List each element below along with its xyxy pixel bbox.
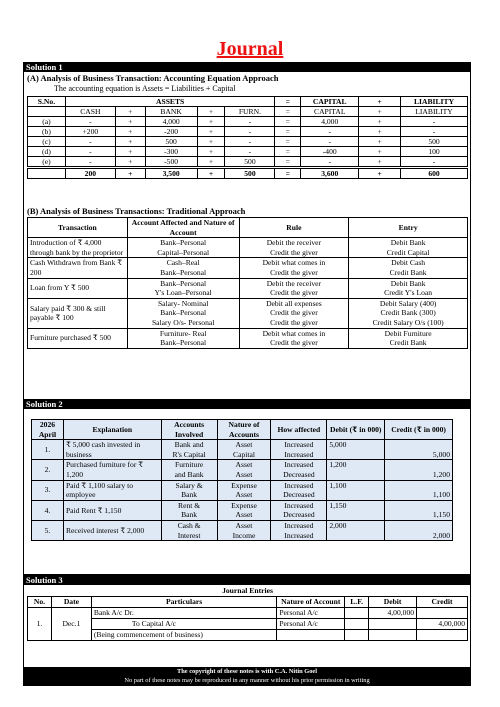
equation-cell: - [65, 137, 115, 147]
traditional-approach-table [27, 217, 468, 349]
equation-cell: + [197, 147, 225, 157]
credit-amount: 1,200 [432, 469, 450, 479]
transaction-header: Transaction [28, 218, 128, 238]
particulars-header: Particulars [91, 597, 276, 608]
solution-1-bar: Solution 1 [23, 62, 471, 72]
account-cell [127, 328, 239, 348]
equals-header: = [275, 97, 301, 107]
rule-cell-line: Credit the giver [270, 317, 318, 327]
entry-cell-line: Credit Bank [389, 267, 427, 277]
equation-cell: + [359, 157, 401, 168]
entry-cell-line: Debit Furniture [384, 328, 432, 338]
accounts-cell-line: Rent & [178, 500, 201, 510]
rule-cell [239, 298, 349, 328]
sno-header: S.No. [28, 97, 66, 107]
accounts-cell-line: Cash & [177, 520, 201, 530]
equation-cell: 500 [225, 157, 275, 168]
equation-cell: 4,000 [301, 117, 359, 127]
total-cell: + [197, 168, 225, 179]
accounts-cell-line: R's Capital [172, 449, 206, 459]
explanation-cell: Received interest ₹ 2,000 [63, 520, 161, 540]
account-cell-line: Y's Loan–Personal [154, 288, 212, 298]
rule-cell [239, 278, 349, 298]
accounts-cell-line: Salary & [175, 480, 203, 490]
how-affected-header: How affected [271, 420, 327, 440]
journal-line [28, 608, 468, 619]
credit-header: Credit [417, 597, 468, 608]
total-cell: + [359, 168, 401, 179]
account-cell [127, 278, 239, 298]
nature-cell-line: Expense [231, 500, 257, 510]
equation-cell: + [359, 127, 401, 137]
credit-cell [385, 460, 453, 480]
particular-debit: Bank A/c Dr. [91, 608, 276, 619]
accounts-cell-line: Bank [181, 510, 198, 520]
entry-cell [349, 238, 468, 258]
lf-header: L.F. [345, 597, 369, 608]
equation-cell: - [225, 147, 275, 157]
account-cell-line: Cash–Real [166, 258, 200, 268]
equation-cell: - [65, 147, 115, 157]
account-cell-line: Bank–Personal [160, 278, 207, 288]
no-header: No. [28, 597, 52, 608]
accounts-cell-line: Bank [181, 490, 198, 500]
reproduction-notice: No part of these notes may be reproduced in any manner without his prior permission in writing [124, 677, 370, 684]
credit-amount: 1,100 [432, 490, 450, 500]
equation-cell: 4,000 [145, 117, 197, 127]
nature-cell-line: Expense [231, 480, 257, 490]
nature-cell-line: Asset [235, 460, 253, 470]
accounts-cell [161, 500, 217, 520]
equation-cell: - [301, 137, 359, 147]
lf-cell [345, 619, 369, 630]
account-cell-line: Bank–Personal [160, 338, 207, 348]
rule-header: Rule [239, 218, 349, 238]
total-cell: + [115, 168, 145, 179]
debit-cell [327, 480, 385, 500]
rule-cell [239, 328, 349, 348]
debit-header: Debit (₹ in 000) [327, 420, 385, 440]
total-cell: 600 [401, 168, 468, 179]
account-cell-line: Furniture- Real [159, 328, 207, 338]
nature-cell-line: Asset [235, 440, 253, 450]
account-cell-line: Bank–Personal [160, 267, 207, 277]
equation-row [28, 117, 468, 127]
affected-cell-line: Increased [284, 449, 314, 459]
nature-cell: Personal A/c [277, 619, 345, 630]
rule-cell-line: Debit the receiver [266, 238, 322, 248]
total-cell: 500 [225, 168, 275, 179]
copyright-line: The copyright of these notes is with C.A. Nitin Goel [176, 668, 318, 675]
lf-cell [345, 608, 369, 619]
account-cell [127, 238, 239, 258]
transaction-row [28, 238, 468, 258]
traditional-header-row [28, 218, 468, 238]
equation-total-row [28, 168, 468, 179]
equation-row [28, 137, 468, 147]
equation-cell: = [275, 127, 301, 137]
transaction-analysis-table [31, 419, 453, 541]
serial-cell: 5. [32, 520, 64, 540]
journal-entries-title: Journal Entries [222, 586, 273, 595]
equation-header-row-2 [28, 107, 468, 117]
transaction-row [28, 298, 468, 328]
nature-cell-line: Income [232, 530, 256, 540]
rule-cell-line: Credit the giver [270, 267, 318, 277]
equation-cell: - [401, 127, 468, 137]
credit-cell [385, 520, 453, 540]
affected-cell-line: Decreased [283, 510, 315, 520]
affected-cell-line: Increased [284, 500, 314, 510]
analysis-row [32, 480, 453, 500]
debit-amount: 1,100 [329, 480, 347, 490]
equation-cell: + [115, 127, 145, 137]
explanation-cell: Paid Rent ₹ 1,150 [63, 500, 161, 520]
equation-cell: + [197, 157, 225, 168]
rule-cell-line: Debit what comes in [262, 258, 326, 268]
affected-cell [271, 440, 327, 460]
equation-cell: = [275, 137, 301, 147]
affected-cell-line: Increased [284, 460, 314, 470]
equation-cell: - [401, 157, 468, 168]
credit-amount [417, 630, 468, 641]
total-cell: 200 [65, 168, 115, 179]
equation-cell: 100 [401, 147, 468, 157]
debit-cell [327, 520, 385, 540]
credit-amount: 1,150 [432, 510, 450, 520]
entry-header: Entry [349, 218, 468, 238]
account-cell [127, 258, 239, 278]
nature-cell-line: Capital [233, 449, 255, 459]
equation-cell: + [115, 137, 145, 147]
equation-cell: + [197, 137, 225, 147]
equation-row [28, 147, 468, 157]
affected-cell [271, 520, 327, 540]
solution-2-frame [23, 409, 471, 575]
nature-cell [277, 630, 345, 641]
entry-cell-line: Credit Bank [389, 338, 427, 348]
equation-cell: + [115, 157, 145, 168]
accounts-cell [161, 480, 217, 500]
equation-row [28, 157, 468, 168]
particular-credit: To Capital A/c [91, 619, 276, 630]
equation-cell: -400 [301, 147, 359, 157]
bank-header: BANK [145, 107, 197, 117]
rule-cell-line: Credit the giver [270, 288, 318, 298]
explanation-cell: ₹ 5,000 cash invested in business [63, 440, 161, 460]
affected-cell [271, 500, 327, 520]
journal-line [28, 630, 468, 641]
liability-header: LIABILITY [401, 97, 468, 107]
rule-cell-line: Debit the receiver [266, 278, 322, 288]
equation-cell: -300 [145, 147, 197, 157]
rule-cell-line: Credit the giver [270, 247, 318, 257]
debit-amount: 2,000 [329, 520, 347, 530]
equation-cell: - [65, 117, 115, 127]
solution-3-bar: Solution 3 [23, 575, 471, 585]
affected-cell-line: Decreased [283, 469, 315, 479]
entry-cell-line: Credit Capital [386, 247, 430, 257]
cash-header: CASH [65, 107, 115, 117]
account-cell-line: Bank–Personal [160, 238, 207, 248]
rule-cell [239, 258, 349, 278]
capital-header: CAPITAL [301, 97, 359, 107]
entry-cell-line: Credit Bank (300) [380, 308, 436, 318]
solution-3-frame [23, 585, 471, 667]
equation-cell: -500 [145, 157, 197, 168]
narration: (Being commencement of business) [91, 630, 276, 641]
solution-2-bar: Solution 2 [23, 399, 471, 409]
equation-cell: (b) [28, 127, 66, 137]
journal-entries-table [27, 586, 468, 641]
accounts-cell-line: Interest [177, 530, 201, 540]
furniture-header: FURN. [225, 107, 275, 117]
equation-cell: +200 [65, 127, 115, 137]
equation-cell: - [225, 117, 275, 127]
debit-amount: 1,200 [329, 460, 347, 470]
equation-cell: = [275, 147, 301, 157]
blank-cell [28, 107, 66, 117]
entry-cell-line: Credit Salary O/s (100) [372, 317, 444, 327]
total-cell: 3,500 [145, 168, 197, 179]
debit-header: Debit [369, 597, 417, 608]
equation-cell: + [115, 117, 145, 127]
transaction-cell: Introduction of ₹ 4,000 through bank by the proprietor [28, 238, 128, 258]
equation-header-row-1 [28, 97, 468, 107]
accounts-cell [161, 520, 217, 540]
account-cell-line: Bank–Personal [160, 308, 207, 318]
equation-cell: + [359, 137, 401, 147]
analysis-header-row [32, 420, 453, 440]
serial-cell: 4. [32, 500, 64, 520]
affected-cell [271, 480, 327, 500]
accounts-cell [161, 440, 217, 460]
rule-cell-line: Credit the giver [270, 338, 318, 348]
section-b-heading: (B) Analysis of Business Transactions: Traditional Approach [27, 206, 246, 216]
journal-header-row [28, 597, 468, 608]
entry-cell-line: Credit Y's Loan [384, 288, 433, 298]
rule-cell-line: Debit all expenses [266, 298, 322, 308]
entry-date: Dec.1 [51, 608, 91, 641]
nature-cell-line: Asset [235, 510, 253, 520]
accounts-involved-header: Accounts Involved [161, 420, 217, 440]
transaction-row [28, 258, 468, 278]
entry-cell [349, 278, 468, 298]
equation-cell: - [301, 127, 359, 137]
op-cell: + [359, 107, 401, 117]
credit-cell [385, 440, 453, 460]
nature-cell-line: Asset [235, 469, 253, 479]
analysis-row [32, 520, 453, 540]
nature-account-header: Nature of Account [277, 597, 345, 608]
analysis-row [32, 500, 453, 520]
date-header: 2026 April [32, 420, 64, 440]
equation-cell: 500 [145, 137, 197, 147]
total-cell: = [275, 168, 301, 179]
journal-line [28, 619, 468, 630]
copyright-footer [23, 667, 471, 686]
op-cell: = [275, 107, 301, 117]
transaction-row [28, 328, 468, 348]
debit-cell [327, 500, 385, 520]
nature-cell [217, 500, 271, 520]
nature-cell [217, 460, 271, 480]
equation-cell: + [359, 117, 401, 127]
total-cell [28, 168, 66, 179]
op-cell: + [197, 107, 225, 117]
account-cell-line: Salary- Nominal [157, 298, 209, 308]
credit-amount: 4,00,000 [417, 619, 468, 630]
nature-cell-line: Asset [235, 490, 253, 500]
explanation-cell: Paid ₹ 1,100 salary to employee [63, 480, 161, 500]
equation-cell: + [359, 147, 401, 157]
nature-cell [217, 440, 271, 460]
equation-cell: - [65, 157, 115, 168]
entry-cell-line: Debit Bank [390, 238, 426, 248]
equation-cell: 500 [401, 137, 468, 147]
equation-table [27, 96, 468, 179]
debit-amount: 4,00,000 [369, 608, 417, 619]
debit-cell [327, 440, 385, 460]
nature-header: Nature of Accounts [217, 420, 271, 440]
serial-cell: 1. [32, 440, 64, 460]
transaction-row [28, 278, 468, 298]
assets-header: ASSETS [65, 97, 274, 107]
accounts-cell-line: and Bank [174, 469, 204, 479]
accounting-equation-text: The accounting equation is Assets = Liabilities + Capital [54, 84, 236, 93]
op-cell: + [115, 107, 145, 117]
credit-cell [385, 500, 453, 520]
rule-cell-line: Debit what comes in [262, 328, 326, 338]
equation-cell: - [225, 127, 275, 137]
nature-cell [217, 520, 271, 540]
serial-cell: 3. [32, 480, 64, 500]
account-affected-header: Account Affected and Nature of Account [127, 218, 239, 238]
equation-cell: - [301, 157, 359, 168]
account-cell [127, 298, 239, 328]
account-cell-line: Salary O/s- Personal [151, 317, 215, 327]
debit-cell [327, 460, 385, 480]
section-a-heading: (A) Analysis of Business Transaction: Accounting Equation Approach [27, 73, 279, 83]
equation-cell: = [275, 117, 301, 127]
nature-cell [217, 480, 271, 500]
equation-cell: (e) [28, 157, 66, 168]
credit-cell [385, 480, 453, 500]
entry-cell [349, 328, 468, 348]
debit-amount [369, 619, 417, 630]
explanation-cell: Purchased furniture for ₹ 1,200 [63, 460, 161, 480]
rule-cell-line: Credit the giver [270, 308, 318, 318]
equation-row [28, 127, 468, 137]
rule-cell [239, 238, 349, 258]
liability-subheader: LIABILITY [401, 107, 468, 117]
lf-cell [345, 630, 369, 641]
debit-amount: 1,150 [329, 500, 347, 510]
page-title: Journal [216, 38, 284, 60]
affected-cell-line: Increased [284, 440, 314, 450]
equation-cell: (a) [28, 117, 66, 127]
affected-cell-line: Increased [284, 530, 314, 540]
equation-cell: (c) [28, 137, 66, 147]
accounts-cell-line: Furniture [174, 460, 204, 470]
equation-cell: -200 [145, 127, 197, 137]
credit-header: Credit (₹ in 000) [385, 420, 453, 440]
entry-cell [349, 298, 468, 328]
equation-cell: - [225, 137, 275, 147]
serial-cell: 2. [32, 460, 64, 480]
credit-amount [417, 608, 468, 619]
transaction-cell: Loan from Y ₹ 500 [28, 278, 128, 298]
entry-cell-line: Debit Bank [390, 278, 426, 288]
capital-subheader: CAPITAL [301, 107, 359, 117]
total-cell: 3,600 [301, 168, 359, 179]
credit-amount: 2,000 [432, 530, 450, 540]
transaction-cell: Furniture purchased ₹ 500 [28, 328, 128, 348]
entry-cell-line: Debit Salary (400) [379, 298, 437, 308]
equation-cell: + [197, 117, 225, 127]
explanation-header: Explanation [63, 420, 161, 440]
accounts-cell-line: Bank and [174, 440, 204, 450]
equation-cell: - [401, 117, 468, 127]
analysis-row [32, 460, 453, 480]
transaction-cell: Salary paid ₹ 300 & still payable ₹ 100 [28, 298, 128, 328]
equation-cell: + [115, 147, 145, 157]
analysis-row [32, 440, 453, 460]
equation-cell: = [275, 157, 301, 168]
solution-1-frame [23, 72, 471, 402]
transaction-cell: Cash Withdrawn from Bank ₹ 200 [28, 258, 128, 278]
affected-cell [271, 460, 327, 480]
affected-cell-line: Increased [284, 520, 314, 530]
date-header: Date [51, 597, 91, 608]
affected-cell-line: Decreased [283, 490, 315, 500]
plus-header: + [359, 97, 401, 107]
debit-amount: 5,000 [329, 440, 347, 450]
nature-cell-line: Asset [235, 520, 253, 530]
entry-cell-line: Debit Cash [391, 258, 426, 268]
debit-amount [369, 630, 417, 641]
entry-number: 1. [28, 608, 52, 641]
equation-cell: + [197, 127, 225, 137]
account-cell-line: Capital–Personal [157, 247, 210, 257]
nature-cell: Personal A/c [277, 608, 345, 619]
affected-cell-line: Increased [284, 480, 314, 490]
accounts-cell [161, 460, 217, 480]
equation-cell: (d) [28, 147, 66, 157]
credit-amount: 5,000 [432, 449, 450, 459]
entry-cell [349, 258, 468, 278]
